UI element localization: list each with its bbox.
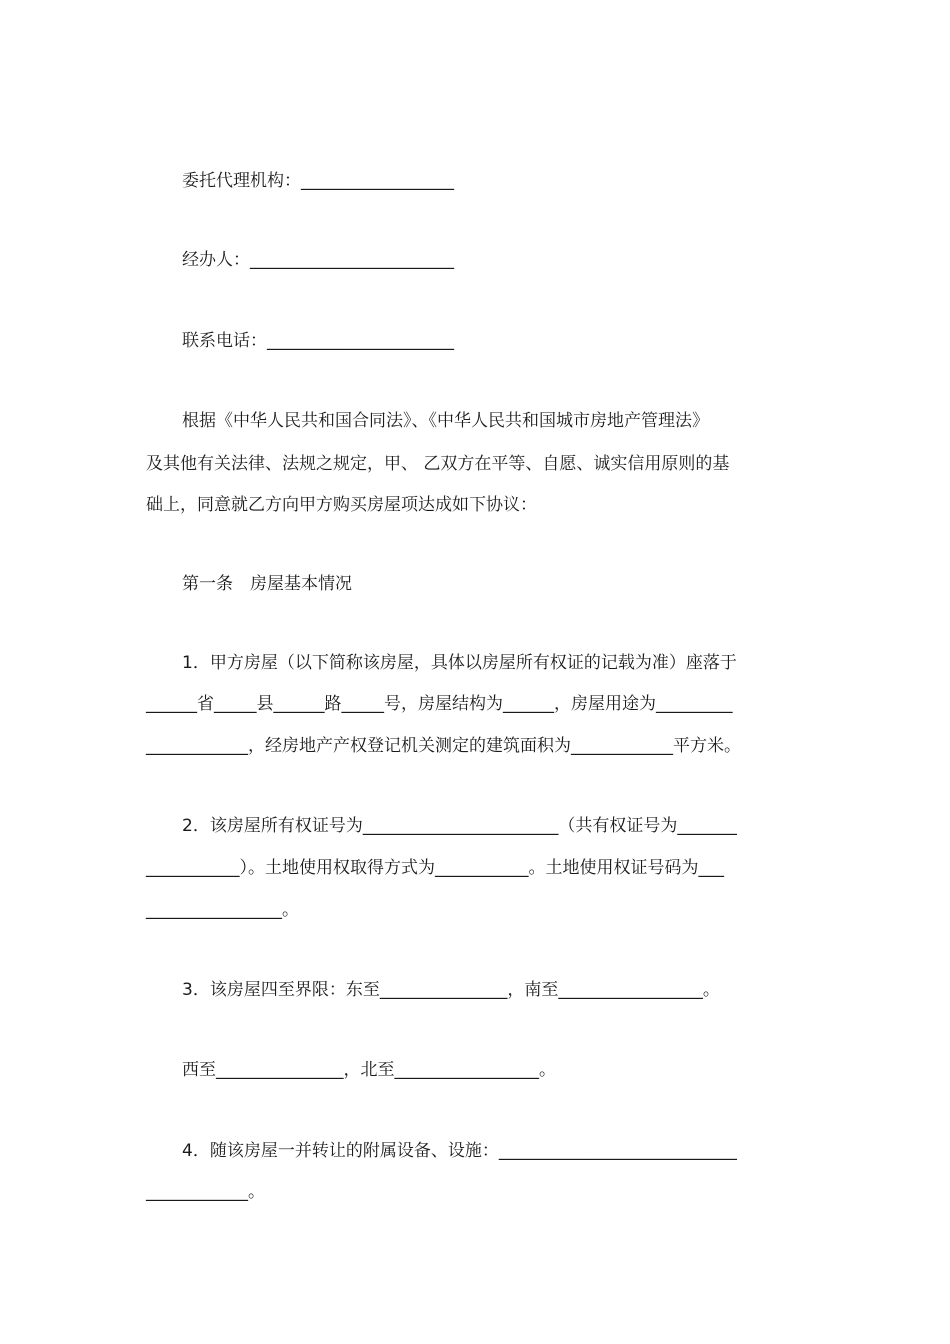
clause-1-line-1: 1．甲方房屋（以下简称该房屋，具体以房屋所有权证的记载为准）座落于 xyxy=(182,653,737,673)
clause-1-line-2: ______省_____县______路_____号，房屋结构为______，房屋用途为_________ xyxy=(146,694,733,714)
clause-4-line-1: 4．随该房屋一并转让的附属设备、设施：____________________________ xyxy=(182,1141,737,1161)
clause-2-line-1: 2．该房屋所有权证号为_______________________（共有权证号为_______ xyxy=(182,816,737,836)
preamble-line-3: 础上，同意就乙方向甲方购买房屋项达成如下协议： xyxy=(146,495,537,515)
contact-phone-line: 联系电话：______________________ xyxy=(182,331,454,351)
clause-4-line-2: ____________。 xyxy=(146,1182,265,1202)
clause-3-line-2: 西至_______________，北至_________________。 xyxy=(182,1060,556,1080)
handler-line: 经办人：________________________ xyxy=(182,250,454,270)
preamble-line-2: 及其他有关法律、法规之规定，甲、 乙双方在平等、自愿、诚实信用原则的基 xyxy=(146,454,730,474)
clause-2-line-3: ________________。 xyxy=(146,900,299,920)
clause-3-line-1: 3．该房屋四至界限：东至_______________，南至_________________。 xyxy=(182,980,720,1000)
article-one-heading: 第一条 房屋基本情况 xyxy=(182,574,352,594)
agent-agency-line: 委托代理机构：__________________ xyxy=(182,171,454,191)
clause-1-line-3: ____________，经房地产产权登记机关测定的建筑面积为____________平方米。 xyxy=(146,736,741,756)
preamble-line-1: 根据《中华人民共和国合同法》、《中华人民共和国城市房地产管理法》 xyxy=(182,411,709,431)
clause-2-line-2: ___________）。土地使用权取得方式为___________。土地使用权证号码为___ xyxy=(146,858,724,878)
